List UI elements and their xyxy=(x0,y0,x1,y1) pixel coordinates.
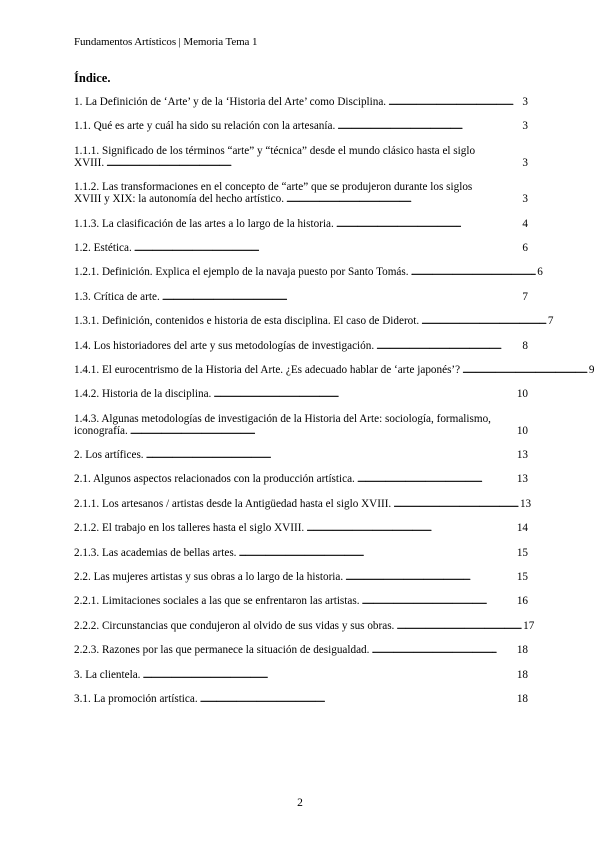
toc-entry[interactable] xyxy=(74,242,528,254)
toc-entry[interactable] xyxy=(74,145,528,169)
toc-entry-text: 2.1.2. El trabajo en los talleres hasta el siglo XVIII. xyxy=(74,522,305,535)
dot-leader xyxy=(306,522,514,534)
toc-entry[interactable] xyxy=(74,449,528,461)
dot-leader xyxy=(130,425,514,437)
toc-entry-text: 1.2. Estética. xyxy=(74,241,132,254)
toc-entry-page: 13 xyxy=(519,497,532,510)
toc-entry-text: 3.1. La promoción artística. xyxy=(74,692,198,705)
page-number: 2 xyxy=(297,797,303,809)
toc-entry-text: 2.1.1. Los artesanos / artistas desde la Antigüedad hasta el siglo XVIII. xyxy=(74,497,392,510)
toc-entry-text: 1.4.1. El eurocentrismo de la Historia del Arte. ¿Es adecuado hablar de ‘arte japonés’? xyxy=(74,363,461,376)
toc-entry-text: iconografía. xyxy=(74,424,128,437)
toc-entry[interactable] xyxy=(74,571,528,583)
dot-leader xyxy=(388,96,519,108)
toc-entry[interactable] xyxy=(74,363,595,376)
toc-entry-text: 3. La clientela. xyxy=(74,668,141,681)
toc-entry[interactable] xyxy=(74,644,528,656)
toc-entry[interactable] xyxy=(74,669,528,681)
toc-entry-page: 16 xyxy=(516,595,528,608)
toc-entry-page: 7 xyxy=(522,290,528,303)
running-header: Fundamentos Artísticos | Memoria Tema 1 xyxy=(74,36,258,48)
toc-entry-page: 17 xyxy=(523,619,535,632)
toc-entry-page: 18 xyxy=(516,668,528,681)
toc-entry-text: 2.2.3. Razones por las que permanece la situación de desigualdad. xyxy=(74,644,370,657)
toc-entry-page: 10 xyxy=(516,388,528,401)
dot-leader xyxy=(162,291,520,303)
toc-entry-page: 4 xyxy=(522,217,528,230)
dot-leader xyxy=(421,315,545,327)
toc-entry-page: 15 xyxy=(516,571,528,584)
dot-leader xyxy=(134,242,520,254)
toc-entry[interactable] xyxy=(74,266,543,279)
dot-leader xyxy=(371,644,513,656)
toc-entry-text: 2.1. Algunos aspectos relacionados con la producción artística. xyxy=(74,473,355,486)
dot-leader xyxy=(106,157,519,169)
dot-leader xyxy=(238,547,513,559)
toc-entry[interactable] xyxy=(74,413,528,437)
dot-leader xyxy=(337,120,519,132)
toc-entry[interactable] xyxy=(74,315,554,328)
toc-entry-page: 18 xyxy=(516,644,528,657)
toc-entry-text: 2.2.1. Limitaciones sociales a las que se enfrentaron las artistas. xyxy=(74,595,360,608)
dot-leader xyxy=(200,693,514,705)
toc-entry[interactable] xyxy=(74,693,528,705)
dot-leader xyxy=(376,340,519,352)
toc-entry-text: 1.2.1. Definición. Explica el ejemplo de la navaja puesto por Santo Tomás. xyxy=(74,266,409,279)
toc-entry[interactable] xyxy=(74,340,528,352)
toc-entry-page: 14 xyxy=(516,522,528,535)
toc-entry-text: 2.1.3. Las academias de bellas artes. xyxy=(74,546,237,559)
toc-entry-text: XVIII. xyxy=(74,156,105,169)
toc-entry[interactable] xyxy=(74,291,528,303)
toc-entry[interactable] xyxy=(74,619,535,632)
toc-entry[interactable] xyxy=(74,388,528,400)
toc-entry[interactable] xyxy=(74,120,528,132)
toc-entry[interactable] xyxy=(74,218,528,230)
toc-entry-text: 1. La Definición de ‘Arte’ y de la ‘Historia del Arte’ como Disciplina. xyxy=(74,96,387,108)
dot-leader xyxy=(142,669,513,681)
toc-entry[interactable] xyxy=(74,497,532,510)
toc-entry-text: 2. Los artífices. xyxy=(74,449,144,462)
toc-entry-text: 1.3.1. Definición, contenidos e historia de esta disciplina. El caso de Diderot. xyxy=(74,315,420,328)
toc-entry-page: 13 xyxy=(516,473,528,486)
toc-entry-page: 15 xyxy=(516,546,528,559)
toc-entry[interactable] xyxy=(74,522,528,534)
toc-entry-page: 18 xyxy=(516,692,528,705)
toc-entry-text: 1.1. Qué es arte y cuál ha sido su relación con la artesanía. xyxy=(74,120,336,133)
dot-leader xyxy=(213,388,513,400)
toc-entry-text: 1.3. Crítica de arte. xyxy=(74,290,160,303)
toc-title: Índice. xyxy=(74,71,111,85)
dot-leader xyxy=(286,193,519,205)
toc-entry-page: 10 xyxy=(516,424,528,437)
toc-entry[interactable] xyxy=(74,547,528,559)
toc-entry-text: 1.4. Los historiadores del arte y sus metodologías de investigación. xyxy=(74,339,375,352)
dot-leader xyxy=(357,473,514,485)
toc-entry-page: 3 xyxy=(522,96,528,108)
toc-entry-page: 6 xyxy=(522,241,528,254)
toc-entry[interactable] xyxy=(74,595,528,607)
toc-entry-page: 3 xyxy=(522,156,528,169)
dot-leader xyxy=(146,449,514,461)
toc-entry-text-line1: 1.1.2. Las transformaciones en el concepto de “arte” que se produjeron durante los siglos xyxy=(74,181,473,194)
dot-leader xyxy=(345,571,514,583)
dot-leader xyxy=(462,364,586,376)
toc-entry-text: XVIII y XIX: la autonomía del hecho artístico. xyxy=(74,193,285,206)
toc-entry-page: 9 xyxy=(588,363,595,376)
dot-leader xyxy=(336,218,520,230)
toc-entry-text: 1.1.3. La clasificación de las artes a lo largo de la historia. xyxy=(74,217,334,230)
table-of-contents xyxy=(74,96,595,717)
toc-entry-page: 3 xyxy=(522,120,528,133)
toc-entry-text-line1: 1.1.1. Significado de los términos “arte” y “técnica” desde el mundo clásico hasta el siglo xyxy=(74,144,476,157)
toc-entry-text: 2.2. Las mujeres artistas y sus obras a lo largo de la historia. xyxy=(74,571,344,584)
toc-entry-page: 3 xyxy=(522,193,528,206)
dot-leader xyxy=(396,620,520,632)
toc-entry-page: 13 xyxy=(516,449,528,462)
toc-entry-text-line1: 1.4.3. Algunas metodologías de investigación de la Historia del Arte: sociología, formalismo, xyxy=(74,412,491,425)
dot-leader xyxy=(362,595,514,607)
toc-entry-page: 7 xyxy=(547,315,554,328)
toc-entry[interactable] xyxy=(74,181,528,205)
toc-entry[interactable] xyxy=(74,96,528,108)
dot-leader xyxy=(411,266,535,278)
dot-leader xyxy=(393,498,517,510)
toc-entry-page: 6 xyxy=(537,266,543,279)
toc-entry[interactable] xyxy=(74,473,528,485)
toc-entry-text: 2.2.2. Circunstancias que condujeron al olvido de sus vidas y sus obras. xyxy=(74,619,395,632)
toc-entry-page: 8 xyxy=(522,339,528,352)
toc-entry-text: 1.4.2. Historia de la disciplina. xyxy=(74,388,212,401)
